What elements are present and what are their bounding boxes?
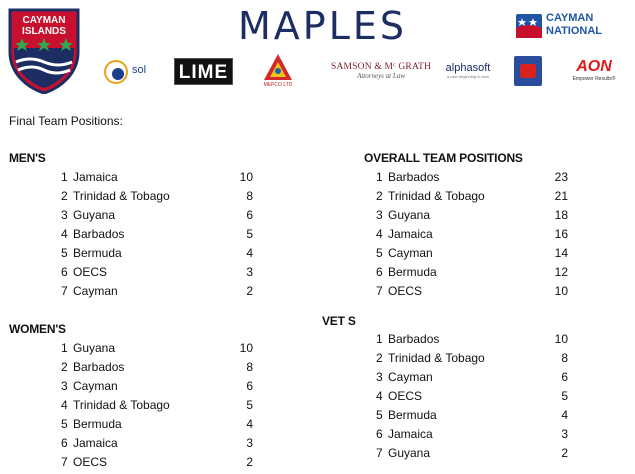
team-points: 5 [246,227,253,241]
cayman-national-logo [516,12,628,42]
aon-name: AON [576,58,612,75]
list-item [376,265,568,284]
team-name: Trinidad & Tobago [388,351,485,365]
samson-mcgrath-logo [318,62,444,84]
mens-heading: MEN'S [9,151,46,165]
position-number: 5 [61,246,68,260]
list-item [376,427,568,446]
list-item [61,360,253,379]
alphasoft-name: alphasoft [445,62,491,74]
team-points: 2 [246,455,253,469]
samson-mcgrath-name: SAMSON & Mᶜ GRATH [330,62,432,72]
team-points: 6 [561,370,568,384]
team-name: Bermuda [73,246,122,260]
cayman-national-line-2: NATIONAL [546,25,603,37]
team-points: 3 [246,436,253,450]
team-points: 18 [554,208,568,222]
team-name: Guyana [388,446,431,460]
position-number: 5 [61,417,68,431]
team-name: Trinidad & Tobago [73,189,170,203]
list-item [376,189,568,208]
position-number: 6 [376,427,383,441]
team-name: Cayman [73,284,118,298]
position-number: 5 [376,408,383,422]
team-points: 16 [554,227,568,241]
list-item [376,370,568,389]
team-name: Trinidad & Tobago [73,398,170,412]
position-number: 3 [61,208,68,222]
position-number: 2 [61,189,68,203]
position-number: 7 [376,446,383,460]
list-item [61,265,253,284]
list-item [376,208,568,227]
position-number: 2 [376,351,383,365]
list-item [61,341,253,360]
list-item [376,408,568,427]
cayman-islands-logo [8,8,80,94]
sun-icon [104,60,128,84]
team-name: Barbados [73,227,125,241]
team-points: 4 [246,246,253,260]
position-number: 7 [376,284,383,298]
page-title: Final Team Positions: [9,114,123,128]
team-points: 2 [561,446,568,460]
mepco-triangle-icon [262,52,294,82]
team-points: 5 [246,398,253,412]
team-points: 5 [561,389,568,403]
position-number: 2 [61,360,68,374]
maples-logo: MAPLES [238,4,407,48]
team-points: 8 [246,360,253,374]
position-number: 7 [61,284,68,298]
position-number: 4 [61,398,68,412]
vets-heading: VET S [322,314,356,328]
list-item [61,417,253,436]
list-item [61,208,253,227]
team-points: 3 [561,427,568,441]
position-number: 1 [61,341,68,355]
team-name: Barbados [388,332,440,346]
team-name: Cayman [73,379,118,393]
womens-heading: WOMEN'S [9,322,66,336]
team-name: Barbados [388,170,440,184]
team-points: 21 [554,189,568,203]
list-item [61,284,253,303]
team-name: OECS [73,265,108,279]
flag-icon [516,14,542,38]
team-name: Cayman [388,246,433,260]
list-item [61,436,253,455]
list-item [61,379,253,398]
list-item [61,246,253,265]
team-points: 3 [246,265,253,279]
sol-logo [104,60,164,86]
team-points: 14 [554,246,568,260]
alphasoft-tagline: a new beginning in tech [446,74,490,79]
alphasoft-logo [438,62,498,84]
list-item [376,227,568,246]
team-points: 23 [554,170,568,184]
cayman-islands-logo-text-top: CAYMAN [22,15,66,26]
team-name: Guyana [73,341,116,355]
team-name: Bermuda [388,408,437,422]
team-name: Bermuda [388,265,437,279]
sol-logo-text: sol [132,64,147,76]
position-number: 1 [376,332,383,346]
team-name: Jamaica [388,227,433,241]
position-number: 2 [376,189,383,203]
team-name: Guyana [388,208,431,222]
list-item [376,246,568,265]
team-name: OECS [73,455,108,469]
samson-mcgrath-tagline: Attorneys at Law [357,72,405,80]
list-item [376,170,568,189]
list-item [376,332,568,351]
list-item [61,189,253,208]
team-points: 10 [554,284,568,298]
team-points: 2 [246,284,253,298]
game-box-logo [514,56,542,86]
list-item [61,398,253,417]
mepco-logo [262,52,294,90]
team-name: OECS [388,389,423,403]
aon-tagline: Empower Results® [572,76,616,82]
list-item [61,170,253,189]
position-number: 6 [61,436,68,450]
team-name: Jamaica [73,170,118,184]
list-item [376,389,568,408]
aon-logo [564,58,624,86]
team-name: Jamaica [388,427,433,441]
team-name: Jamaica [73,436,118,450]
team-name: Cayman [388,370,433,384]
list-item [376,446,568,465]
team-points: 8 [246,189,253,203]
team-points: 10 [554,332,568,346]
lime-logo: LIME [174,58,233,85]
position-number: 1 [376,170,383,184]
team-points: 4 [561,408,568,422]
overall-heading: OVERALL TEAM POSITIONS [364,151,523,165]
position-number: 4 [61,227,68,241]
position-number: 3 [376,208,383,222]
team-name: Guyana [73,208,116,222]
team-points: 6 [246,208,253,222]
team-points: 6 [246,379,253,393]
team-name: Trinidad & Tobago [388,189,485,203]
cayman-islands-logo-text-bottom: ISLANDS [22,26,66,37]
team-points: 8 [561,351,568,365]
team-points: 12 [554,265,568,279]
position-number: 5 [376,246,383,260]
position-number: 6 [376,265,383,279]
cayman-national-line-1: CAYMAN [546,12,594,24]
position-number: 3 [376,370,383,384]
team-name: OECS [388,284,423,298]
list-item [376,284,568,303]
team-points: 4 [246,417,253,431]
position-number: 1 [61,170,68,184]
position-number: 3 [61,379,68,393]
team-name: Barbados [73,360,125,374]
position-number: 4 [376,389,383,403]
list-item [61,455,253,474]
mepco-logo-text: MEPCO LTD [263,82,293,88]
position-number: 4 [376,227,383,241]
list-item [376,351,568,370]
position-number: 6 [61,265,68,279]
team-points: 10 [239,170,253,184]
position-number: 7 [61,455,68,469]
team-name: Bermuda [73,417,122,431]
list-item [61,227,253,246]
team-points: 10 [239,341,253,355]
